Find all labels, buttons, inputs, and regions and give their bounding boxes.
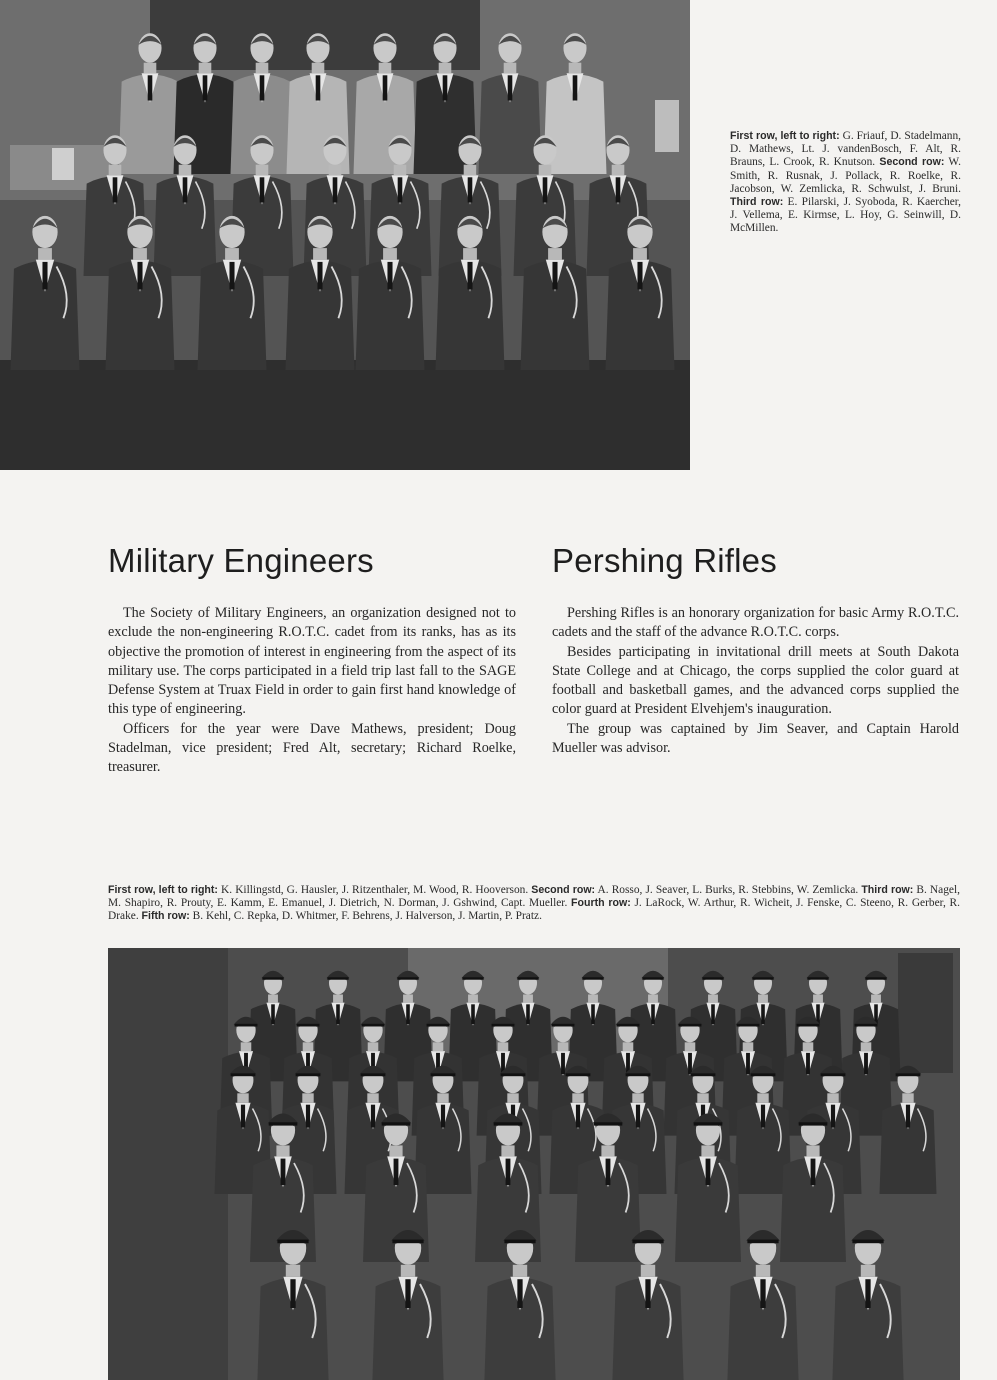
military-engineers-heading: Military Engineers xyxy=(108,542,374,579)
caption-third-row-label: Third row: xyxy=(861,884,914,896)
pershing-rifles-article xyxy=(552,604,959,758)
caption-third-row-names: B. Nagel, M. Shapiro, R. Prouty, E. Kamm, E. Emanuel, J. Dietrich, N. Dorman, J. Gshwind, Capt. Mueller. xyxy=(108,884,960,910)
caption-fourth-row-names: J. LaRock, W. Arthur, R. Wicheit, J. Fenske, C. Steeno, R. Gerber, R. Drake. xyxy=(108,897,960,923)
military-engineers-photo-caption xyxy=(730,130,961,236)
framed-portrait xyxy=(52,148,74,180)
caption-first-row-names: K. Killingstd, G. Hausler, J. Ritzenthaler, M. Wood, R. Hooverson. xyxy=(221,884,529,896)
military-engineers-paragraph: The Society of Military Engineers, an organization designed not to exclude the non-engineering R.O.T.C. cadet from its ranks, has as its objective the promotion of interest in engineering from the aspect of its military use. The corps participated in a field trip last fall to the SAGE Defense System at Truax Field in order to gain first hand knowledge of this type of engineering. xyxy=(108,605,516,718)
caption-second-row-label: Second row: xyxy=(531,884,596,896)
pershing-rifles-paragraph: Besides participating in invitational drill meets at South Dakota State College and at Chicago, the corps supplied the color guard at football and basketball games, and the advanced corps supplied the color guard at President Elvehjem's inauguration. xyxy=(552,643,959,718)
caption-fourth-row-label: Fourth row: xyxy=(571,897,631,910)
framed-picture xyxy=(655,100,679,152)
pershing-rifles-group-photo xyxy=(108,948,960,1380)
military-engineers-article xyxy=(108,604,516,778)
left-wall xyxy=(108,948,228,1380)
military-engineers-photo-drawing xyxy=(0,0,690,470)
caption-first-row-label: First row, left to right: xyxy=(730,130,840,142)
caption-second-row-names: W. Smith, R. Rusnak, J. Pollack, R. Roelke, R. Jacobson, W. Zemlicka, R. Schwulst, J. Bruni. xyxy=(730,156,961,195)
caption-third-row-names: E. Pilarski, J. Syoboda, R. Kaercher, J. Vellema, E. Kirmse, L. Hoy, G. Seinwill, D. McMillen. xyxy=(730,196,961,235)
pershing-rifles-paragraph: Pershing Rifles is an honorary organization for basic Army R.O.T.C. cadets and the staff of the advance R.O.T.C. corps. xyxy=(552,605,959,641)
pershing-rifles-photo-drawing xyxy=(108,948,960,1380)
caption-first-row-names: G. Friauf, D. Stadelmann, D. Mathews, Lt. J. vandenBosch, F. Alt, R. Brauns, L. Crook, R. Knutson. xyxy=(730,130,961,169)
floor-shadow xyxy=(0,360,690,470)
caption-fifth-row-label: Fifth row: xyxy=(141,910,190,923)
pershing-rifles-heading: Pershing Rifles xyxy=(552,542,777,579)
military-engineers-group-photo xyxy=(0,0,690,470)
caption-second-row-label: Second row: xyxy=(879,156,945,169)
caption-first-row-label: First row, left to right: xyxy=(108,884,218,896)
caption-second-row-names: A. Rosso, J. Seaver, L. Burks, R. Stebbins, W. Zemlicka. xyxy=(597,884,859,896)
pershing-rifles-paragraph: The group was captained by Jim Seaver, and Captain Harold Mueller was advisor. xyxy=(552,720,959,757)
caption-fifth-row-names: B. Kehl, C. Repka, D. Whitmer, F. Behrens, J. Halverson, J. Martin, P. Pratz. xyxy=(192,910,542,923)
military-engineers-paragraph: Officers for the year were Dave Mathews, president; Doug Stadelman, vice president; Fred Alt, secretary; Richard Roelke, treasurer. xyxy=(108,720,516,776)
pershing-rifles-photo-caption xyxy=(108,884,960,924)
side-door xyxy=(898,953,953,1073)
caption-third-row-label: Third row: xyxy=(730,196,784,209)
